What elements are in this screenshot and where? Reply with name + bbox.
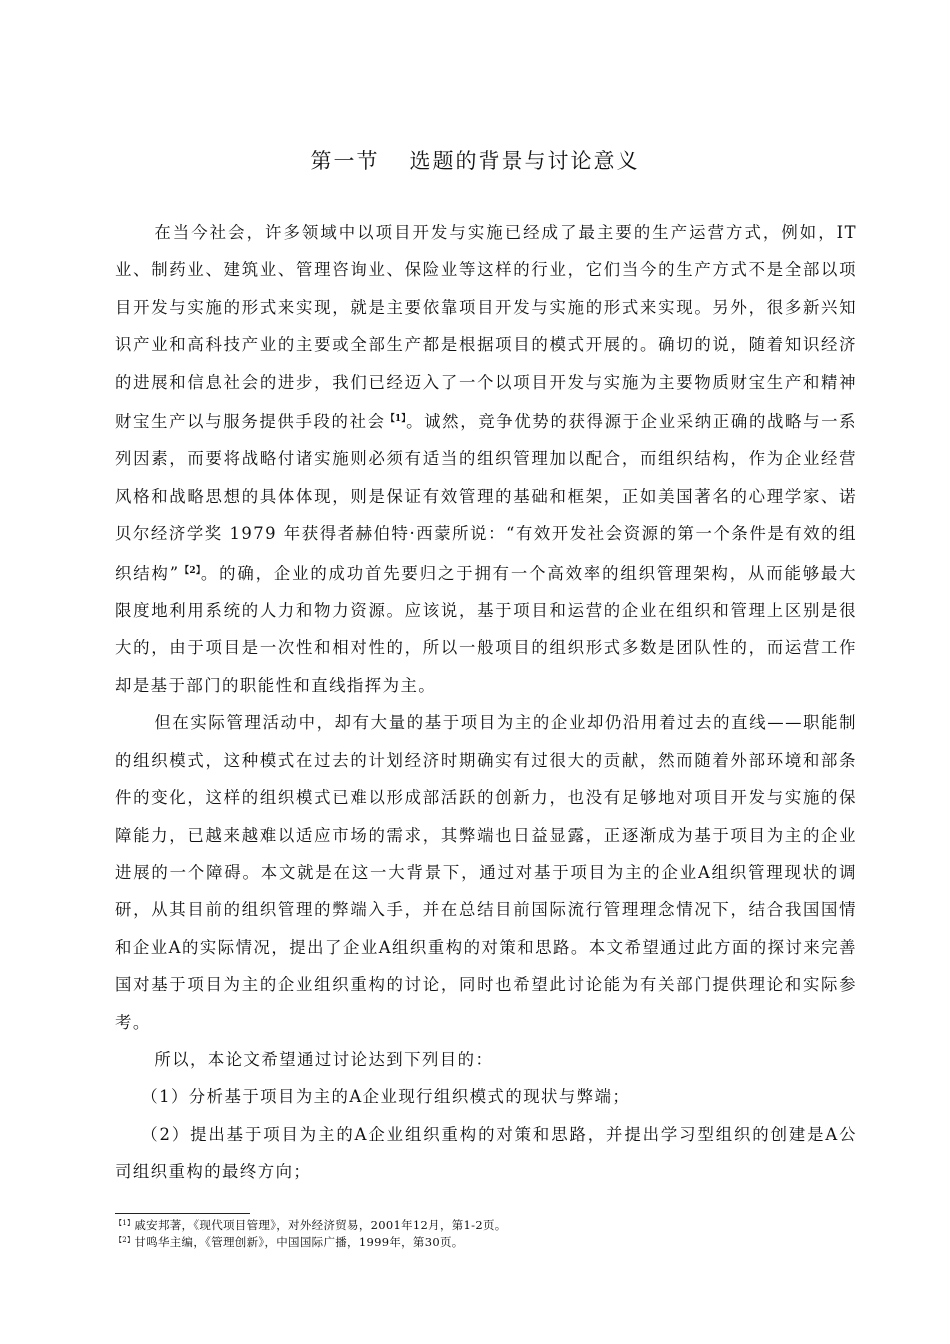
section-heading bbox=[0, 145, 950, 175]
paragraph-text: 。诚然，竞争优势的获得源于企业采纳正确的战略与一系列因素，而要将战略付诸实施则必须有适当的组织管理加以配合，而组织结构，作为企业经营风格和战略思想的具体体现，则是保证有效管理的基础和框架，正如美国著名的心理学家、诺贝尔经济学奖 1979 年获得者赫伯特·西蒙所说：“有效开发社会资源的第一个条件是有效的组织结构” bbox=[115, 412, 858, 583]
footnote-1 bbox=[115, 1216, 875, 1233]
paragraph-text: 。的确，企业的成功首先要归之于拥有一个高效率的组织管理架构，从而能够最大限度地利用系统的人力和物力资源。应该说，基于项目和运营的企业在组织和管理上区别是很大的，由于项目是一次性和相对性的，所以一般项目的组织形式多数是团队性的，而运营工作却是基于部门的职能性和直线指挥为主。 bbox=[115, 563, 858, 695]
body-text bbox=[115, 214, 857, 1191]
footnote-text: 戚安邦著，《现代项目管理》，对外经济贸易，2001年12月，第1-2页。 bbox=[134, 1218, 507, 1232]
footnote-divider bbox=[115, 1213, 250, 1214]
footnotes bbox=[115, 1216, 875, 1250]
footnote-marker: 【2】 bbox=[115, 1236, 135, 1244]
footnote-2 bbox=[115, 1233, 875, 1250]
paragraph-text: 在当今社会，许多领域中以项目开发与实施已经成了最主要的生产运营方式，例如，IT业、制药业、建筑业、管理咨询业、保险业等这样的行业，它们当今的生产方式不是全部以项目开发与实施的形式来实现，就是主要依靠项目开发与实施的形式来实现。另外，很多新兴知识产业和高科技产业的主要或全部生产都是根据项目的模式开展的。确切的说，随着知识经济的进展和信息社会的进步，我们已经迈入了一个以项目开发与实施为主要物质财宝生产和精神财宝生产以与服务提供手段的社会 bbox=[115, 223, 857, 432]
section-number: 第一节 bbox=[310, 149, 380, 173]
paragraph-purpose-intro: 所以，本论文希望通过讨论达到下列目的： bbox=[154, 1049, 494, 1069]
footnote-marker: 【1】 bbox=[115, 1219, 135, 1227]
citation-marker-2: 【2】 bbox=[179, 565, 201, 576]
list-item-objective-1: （1）分析基于项目为主的A企业现行组织模式的现状与弊端； bbox=[141, 1087, 631, 1107]
paragraph-problem: 但在实际管理活动中，却有大量的基于项目为主的企业却仍沿用着过去的直线——职能制的组织模式，这种模式在过去的计划经济时期确实有过很大的贡献，然而随着外部环境和部条件的变化，这样的组织模式已难以形成部活跃的创新力，也没有足够地对项目开发与实施的保障能力，已越来越难以适应市场的需求，其弊端也日益显露，正逐渐成为基于项目为主的企业进展的一个障碍。本文就是在这一大背景下，通过对基于项目为主的企业A组织管理现状的调研，从其目前的组织管理的弊端入手，并在总结目前国际流行管理理念情况下，结合我国国情和企业A的实际情况，提出了企业A组织重构的对策和思路。本文希望通过此方面的探讨来完善国对基于项目为主的企业组织重构的讨论，同时也希望此讨论能为有关部门提供理论和实际参考。 bbox=[115, 713, 857, 1032]
footnote-text: 甘鸣华主编，《管理创新》，中国国际广播，1999年，第30页。 bbox=[134, 1235, 464, 1249]
list-item-objective-2: （2）提出基于项目为主的A企业组织重构的对策和思路，并提出学习型组织的创建是A公司组织重构的最终方向； bbox=[115, 1124, 857, 1182]
paragraph-background bbox=[115, 214, 857, 704]
section-title: 选题的背景与讨论意义 bbox=[409, 149, 640, 173]
citation-marker-1: 【1】 bbox=[385, 414, 407, 425]
